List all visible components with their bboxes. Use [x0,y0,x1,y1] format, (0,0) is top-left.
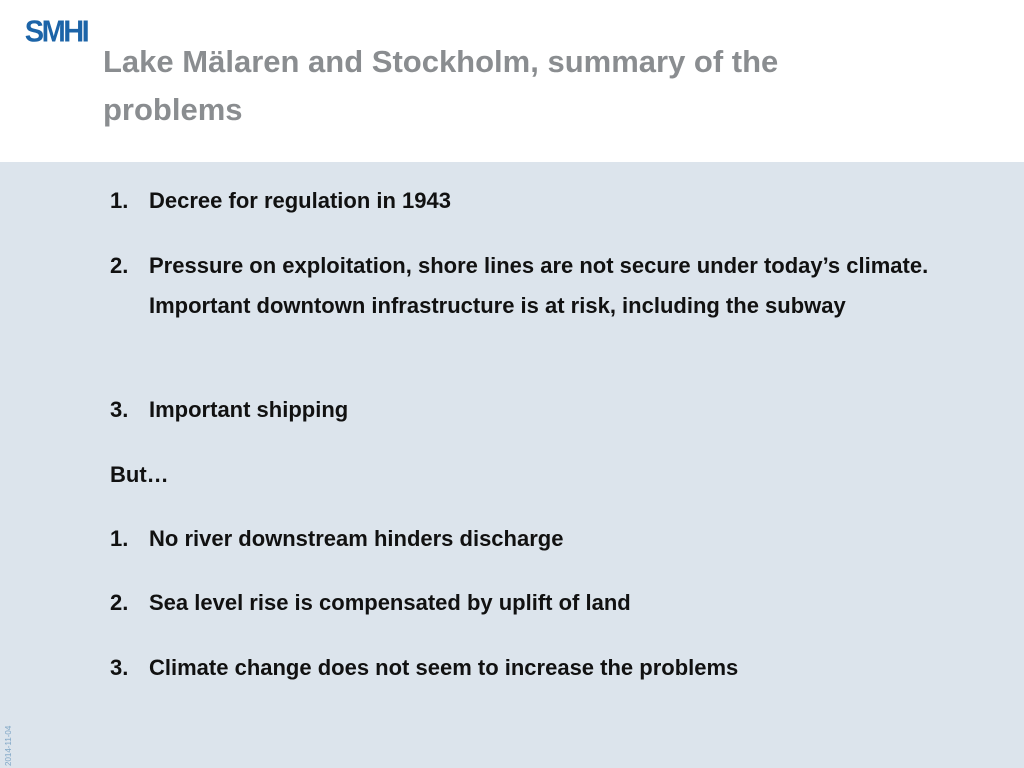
list-item-text: Sea level rise is compensated by uplift of land [149,590,631,615]
list-item-text: Important shipping [149,397,349,422]
list2-item-1 [110,519,929,559]
list2-item-2 [110,583,929,623]
list-item-number: 3. [110,655,129,680]
list1-item-3 [110,390,929,430]
list-item-number: 1. [110,526,129,551]
but-label: But… [110,462,169,487]
list-item-number: 2. [110,590,129,615]
list1-item-1 [110,181,929,221]
slide-date: 2014-11-04 [4,725,13,766]
list-item-text: Pressure on exploitation, shore lines are not secure under today’s climate. Important downtown infrastructure is at risk, including the subway [149,253,929,318]
smhi-logo-text: SMHI [24,14,88,44]
list-item-number: 3. [110,397,129,422]
list-item-number: 1. [110,188,129,213]
slide-header [0,0,1024,162]
list-item-text: No river downstream hinders discharge [149,526,564,551]
smhi-logo [23,14,89,44]
slide-title: Lake Mälaren and Stockholm, summary of the problems [103,44,779,127]
list-item-text: Climate change does not seem to increase the problems [149,655,739,680]
list-item-number: 2. [110,253,129,278]
list2-item-3 [110,648,929,688]
list-item-text: Decree for regulation in 1943 [149,188,451,213]
list1-item-2 [110,246,929,326]
